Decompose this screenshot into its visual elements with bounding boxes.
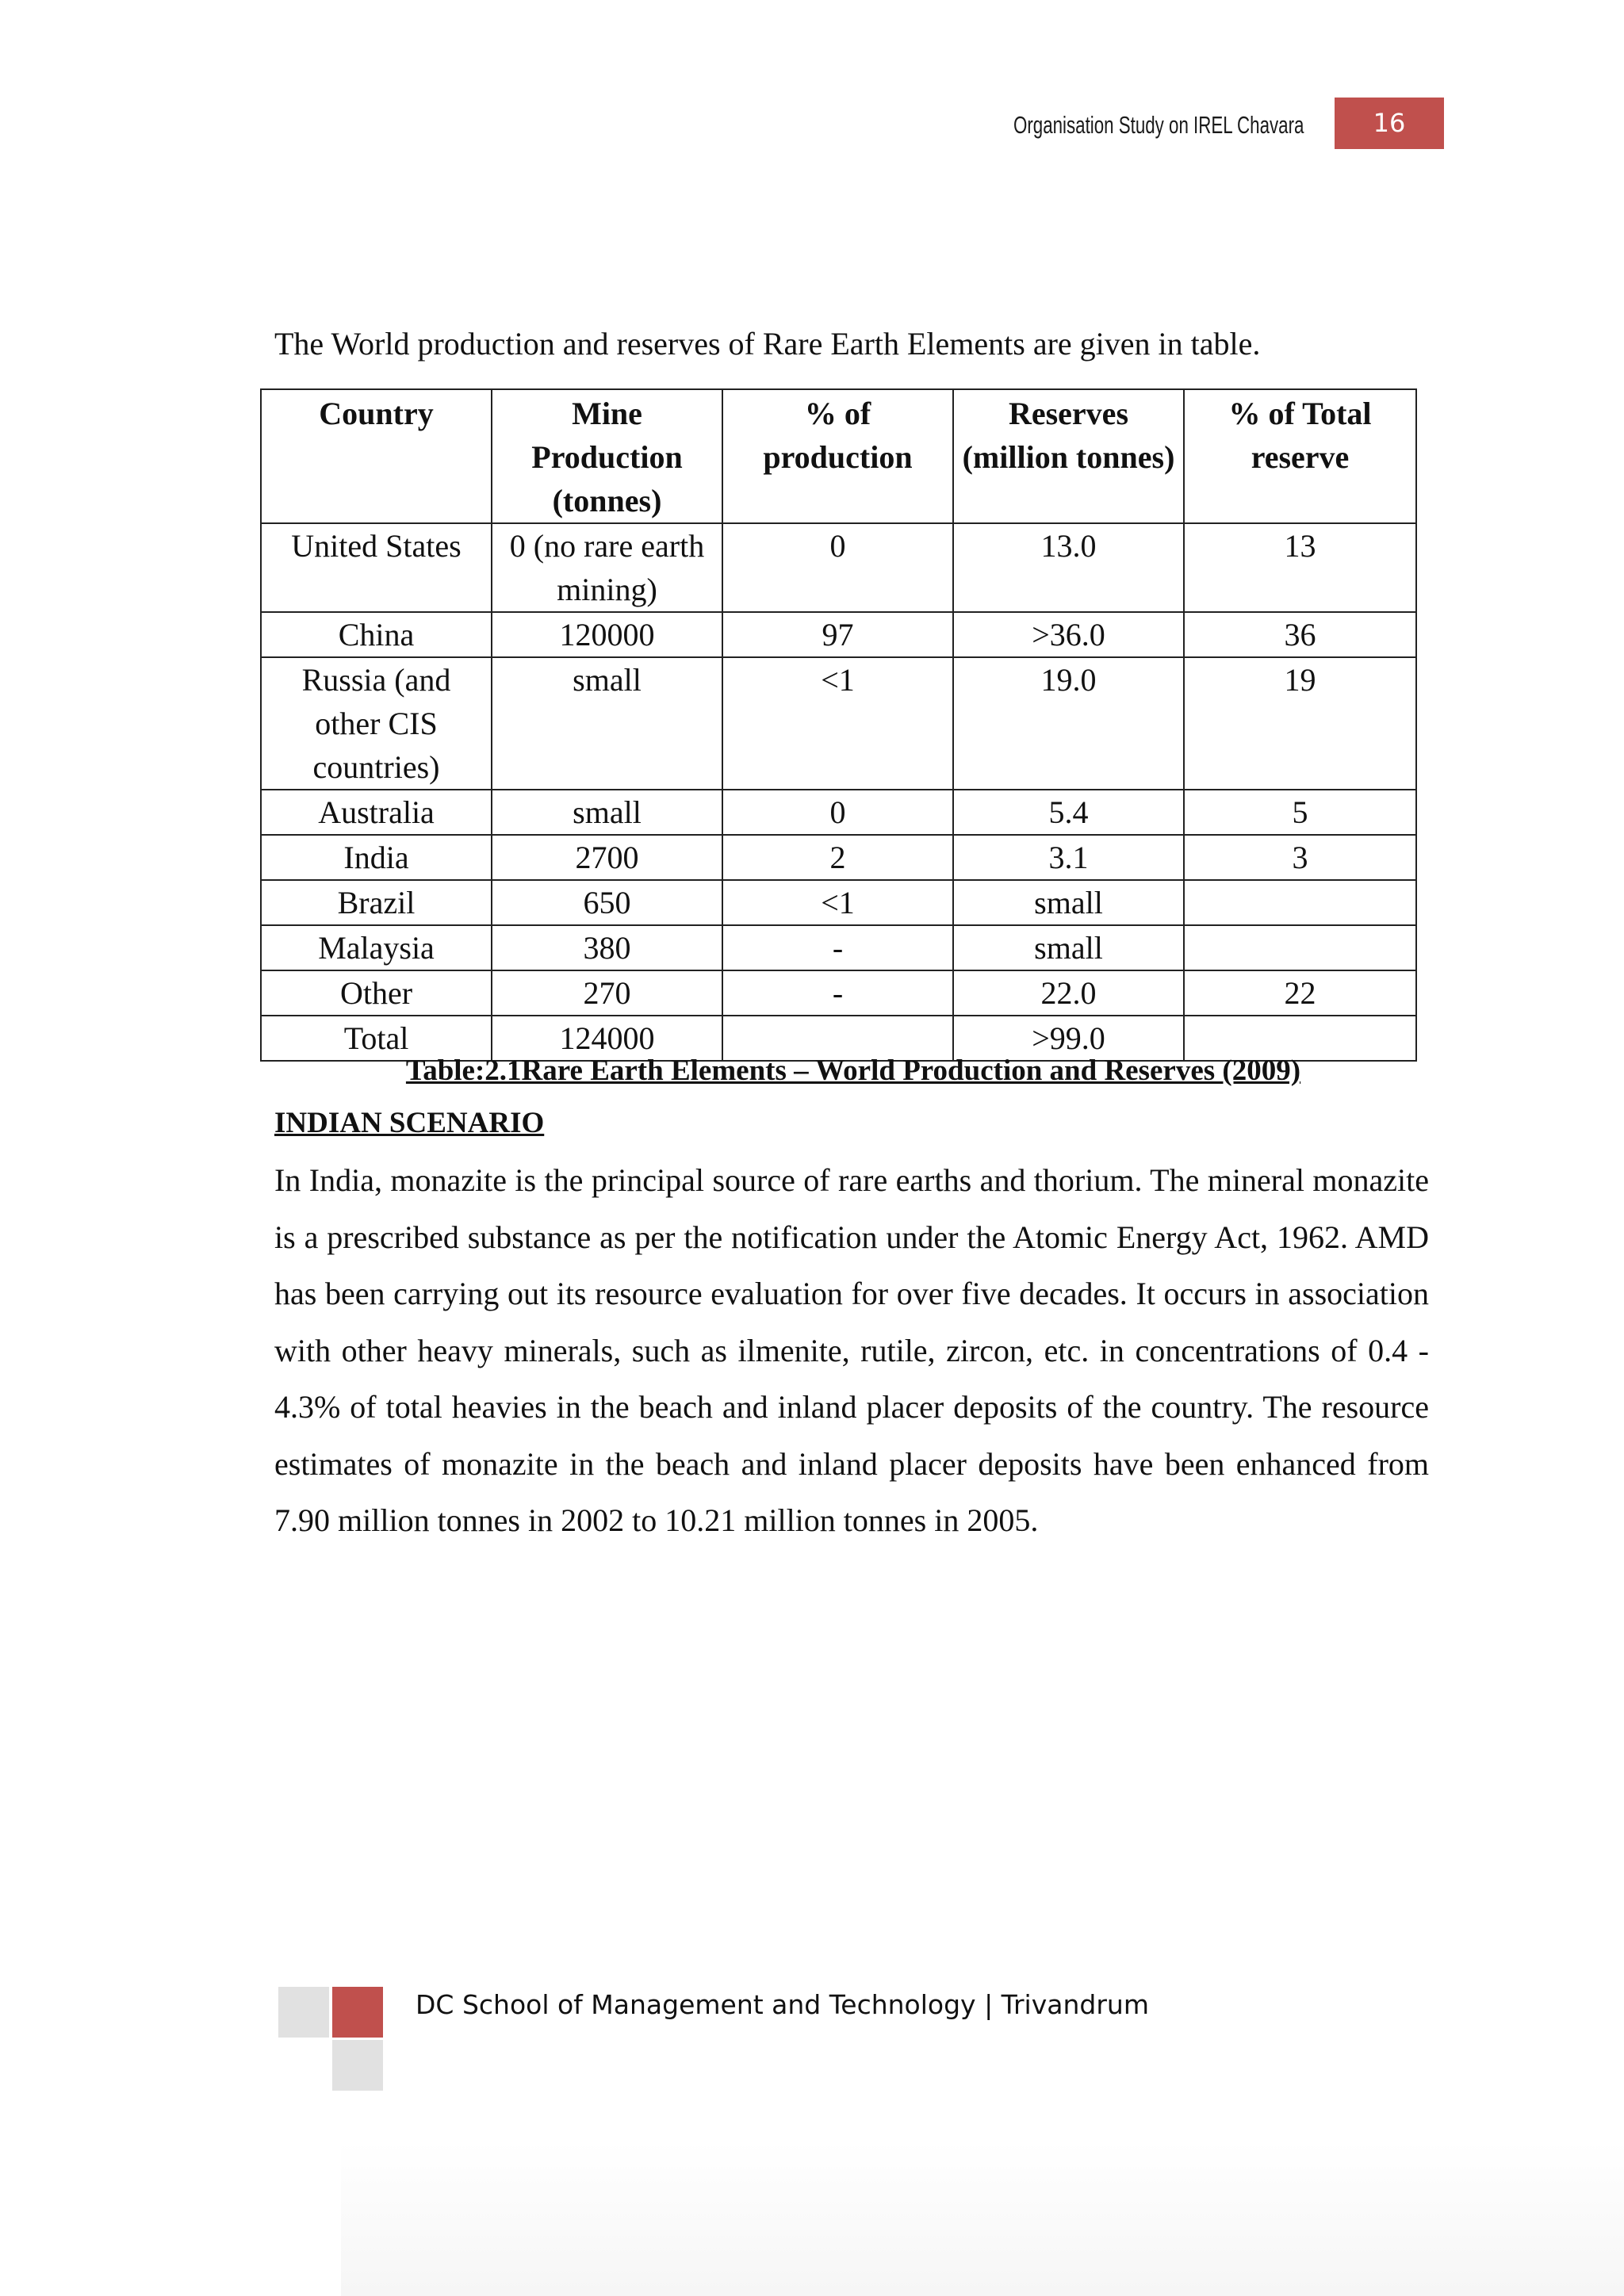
page-shadow [341, 2141, 1624, 2296]
table-cell: small [953, 925, 1184, 970]
header-percent-production: % of production [722, 389, 953, 523]
table-cell: 13 [1184, 523, 1416, 612]
header-reserves: Reserves (million tonnes) [953, 389, 1184, 523]
table-cell: 2 [722, 835, 953, 880]
table-cell: 0 [722, 523, 953, 612]
table-cell: China [261, 612, 492, 657]
table-cell: 380 [492, 925, 722, 970]
table-cell: - [722, 970, 953, 1016]
table-body [261, 523, 1416, 1061]
header-mine-production: Mine Production (tonnes) [492, 389, 722, 523]
table-row [261, 523, 1416, 612]
table-cell: <1 [722, 657, 953, 790]
table-cell: 13.0 [953, 523, 1184, 612]
table-row [261, 970, 1416, 1016]
table-cell: 97 [722, 612, 953, 657]
table-row [261, 835, 1416, 880]
table-row [261, 880, 1416, 925]
table-row [261, 790, 1416, 835]
section-heading: INDIAN SCENARIO [274, 1107, 545, 1139]
table-cell: 36 [1184, 612, 1416, 657]
header-percent-reserve: % of Total reserve [1184, 389, 1416, 523]
table-row [261, 612, 1416, 657]
table-cell: 0 (no rare earth mining) [492, 523, 722, 612]
running-header-title: Organisation Study on IREL Chavara [1013, 111, 1304, 139]
table-cell: 650 [492, 880, 722, 925]
table-cell: >99.0 [953, 1016, 1184, 1061]
table-cell: United States [261, 523, 492, 612]
table-cell: 22 [1184, 970, 1416, 1016]
table-cell: 120000 [492, 612, 722, 657]
intro-sentence: The World production and reserves of Rare Earth Elements are given in table. [274, 326, 1261, 362]
table-cell: Malaysia [261, 925, 492, 970]
footer-logo-square-grey [278, 1987, 329, 2038]
table-cell: Australia [261, 790, 492, 835]
table-cell: small [492, 790, 722, 835]
table-caption: Table:2.1Rare Earth Elements – World Production and Reserves (2009) [405, 1054, 1301, 1087]
table-cell: 270 [492, 970, 722, 1016]
footer-logo-square-red [332, 1987, 383, 2038]
table-cell: 22.0 [953, 970, 1184, 1016]
table-header-row [261, 389, 1416, 523]
body-paragraph: In India, monazite is the principal source of rare earths and thorium. The mineral monazite is a prescribed substance as per the notification under the Atomic Energy Act, 1962. AMD has been carrying out its resource evaluation for over five decades. It occurs in association with other heavy minerals, such as ilmenite, rutile, zircon, etc. in concentrations of 0.4 - 4.3% of total heavies in the beach and inland placer deposits of the country. The resource estimates of monazite in the beach and inland placer deposits have been enhanced from 7.90 million tonnes in 2002 to 10.21 million tonnes in 2005. [274, 1162, 1429, 1538]
rare-earth-table [260, 388, 1417, 1062]
table-cell: 0 [722, 790, 953, 835]
table-cell: >36.0 [953, 612, 1184, 657]
table-row [261, 925, 1416, 970]
table-cell: small [953, 880, 1184, 925]
page-number: 16 [1335, 98, 1444, 149]
table-cell: 3 [1184, 835, 1416, 880]
table-cell: 19 [1184, 657, 1416, 790]
table-cell: 3.1 [953, 835, 1184, 880]
table-cell: Other [261, 970, 492, 1016]
footer-logo-square-grey-lower [332, 2040, 383, 2091]
table-cell: 2700 [492, 835, 722, 880]
header-country: Country [261, 389, 492, 523]
table-cell: - [722, 925, 953, 970]
table-cell: <1 [722, 880, 953, 925]
table-cell [1184, 925, 1416, 970]
table-cell: 5.4 [953, 790, 1184, 835]
table-cell: Brazil [261, 880, 492, 925]
table-cell: 19.0 [953, 657, 1184, 790]
table-row [261, 657, 1416, 790]
table-cell [1184, 880, 1416, 925]
table-cell: Russia (and other CIS countries) [261, 657, 492, 790]
table-cell: 5 [1184, 790, 1416, 835]
table-cell: Total [261, 1016, 492, 1061]
table-cell: small [492, 657, 722, 790]
table-cell: 124000 [492, 1016, 722, 1061]
footer-text: DC School of Management and Technology | Trivandrum [416, 1989, 1149, 2020]
table-cell: India [261, 835, 492, 880]
